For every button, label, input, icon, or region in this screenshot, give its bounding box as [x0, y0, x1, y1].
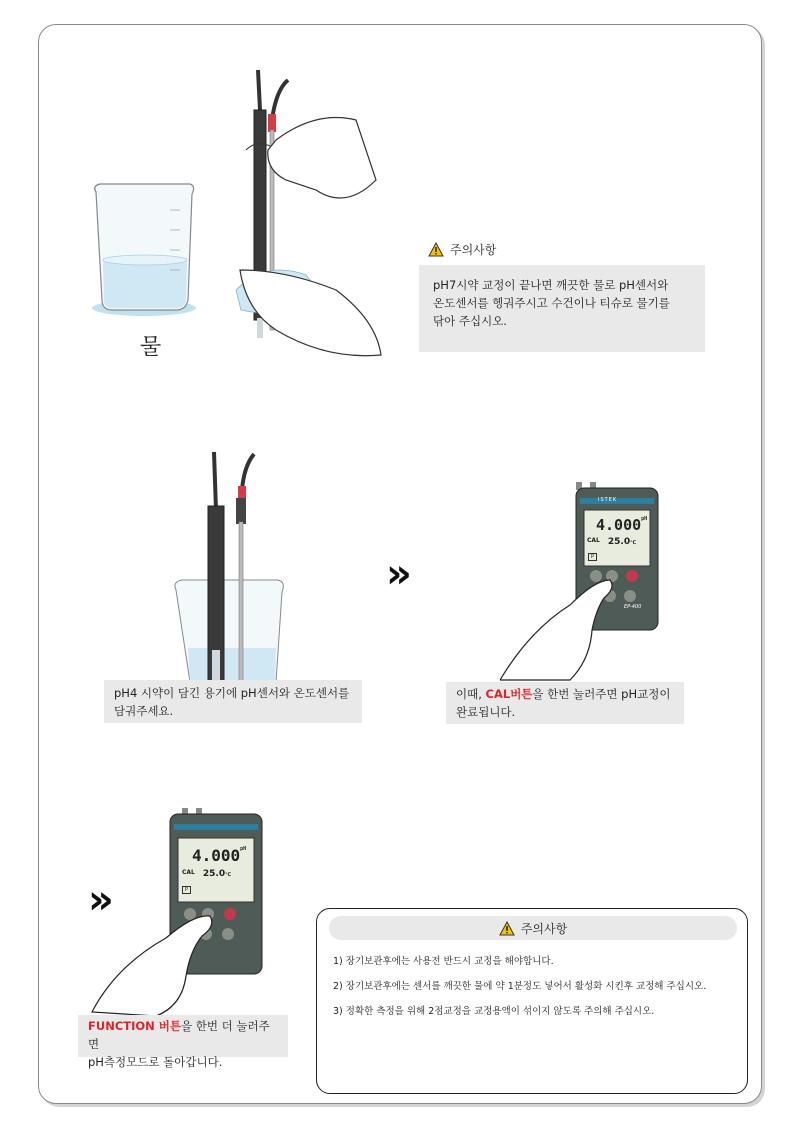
function-note-line-2: pH측정모드로 돌아갑니다. [88, 1054, 223, 1069]
caution-panel-header [329, 916, 737, 940]
probe-in-ph4-illustration [172, 450, 292, 685]
function-note-suffix: 을 한번 더 눌러주면 [88, 1019, 270, 1051]
meter-function-illustration [86, 806, 276, 1018]
function-note-line-1 [88, 1018, 278, 1054]
cal-button-highlight: CAL버튼 [485, 687, 533, 701]
caution-title: 주의사항 [450, 243, 497, 257]
rinse-note-line-2: 온도센서를 헹궈주시고 수건이나 티슈로 물기를 [433, 295, 670, 310]
caution-panel-title: 주의사항 [520, 921, 568, 936]
caution-list [333, 953, 706, 1028]
step1-caution-heading [428, 241, 496, 258]
meter-reading-value: 4.000 [596, 516, 642, 534]
meter-cal-illustration [500, 480, 680, 690]
meter-body [500, 480, 680, 690]
beaker-water-illustration [90, 180, 200, 320]
next-arrow-icon: » [386, 551, 406, 597]
caution-panel [316, 908, 748, 1094]
cal-note-line-1 [456, 686, 674, 704]
meter-temp: 25.0 [607, 537, 631, 547]
ph4-note-line-2: 담궈주세요. [114, 703, 174, 718]
meter-cal-row-2 [182, 869, 231, 879]
meter-model: EP-400 [624, 604, 642, 610]
warning-icon [428, 242, 444, 257]
meter-cal-row [587, 537, 636, 547]
caution-item: 1) 장기보관후에는 사용전 반드시 교정을 해야합니다. [333, 956, 554, 967]
caution-item: 2) 장기보관후에는 센서를 깨끗한 물에 약 1분정도 넣어서 활성화 시킨후 교정해 주십시오. [333, 981, 707, 992]
probe-rinse-illustration [226, 70, 386, 370]
meter-reading-value-2: 4.000 [192, 846, 241, 865]
ph4-note [104, 680, 362, 723]
meter-temp-unit: ℃ [630, 540, 637, 546]
caution-item: 3) 정확한 측정을 위해 2점교정을 교정용액이 섞이지 않도록 주의해 주십시오. [333, 1006, 655, 1017]
meter-buffer-box: P [588, 553, 597, 561]
meter-temp-unit-2: ℃ [225, 872, 232, 878]
meter-reading [596, 516, 647, 534]
rinse-note [419, 265, 705, 352]
function-note [78, 1015, 288, 1069]
meter-temp-2: 25.0 [202, 869, 226, 879]
meter-buffer-box-2: P [182, 886, 191, 894]
rinse-note-line-3: 닦아 주십시오. [433, 313, 507, 328]
cal-note-prefix: 이때, [456, 687, 486, 701]
meter-body-2 [86, 806, 276, 1018]
meter-reading-unit: pH [641, 516, 648, 522]
meter-cal-label: CAL [587, 537, 600, 544]
meter-temp-value [608, 537, 636, 547]
meter-cal-label-2: CAL [182, 869, 195, 876]
function-button-highlight: FUNCTION 버튼 [88, 1019, 182, 1033]
warning-icon-2 [499, 921, 515, 936]
rinse-note-line-1: pH7시약 교정이 끝나면 깨끗한 물로 pH센서와 [433, 278, 669, 292]
meter-brand: ISTEK [598, 497, 618, 503]
meter-reading-unit-2: pH [240, 846, 247, 852]
cal-note-line-2: 완료됩니다. [456, 704, 516, 719]
cal-note [446, 682, 684, 724]
meter-reading-2 [192, 846, 246, 865]
water-label: 물 [140, 335, 162, 360]
ph4-note-line-1: pH4 시약이 담긴 용기에 pH센서와 온도센서를 [114, 686, 350, 700]
next-arrow-icon-2: » [88, 877, 108, 923]
cal-note-suffix: 을 한번 눌러주면 pH교정이 [532, 687, 671, 701]
meter-temp-value-2 [203, 869, 231, 879]
